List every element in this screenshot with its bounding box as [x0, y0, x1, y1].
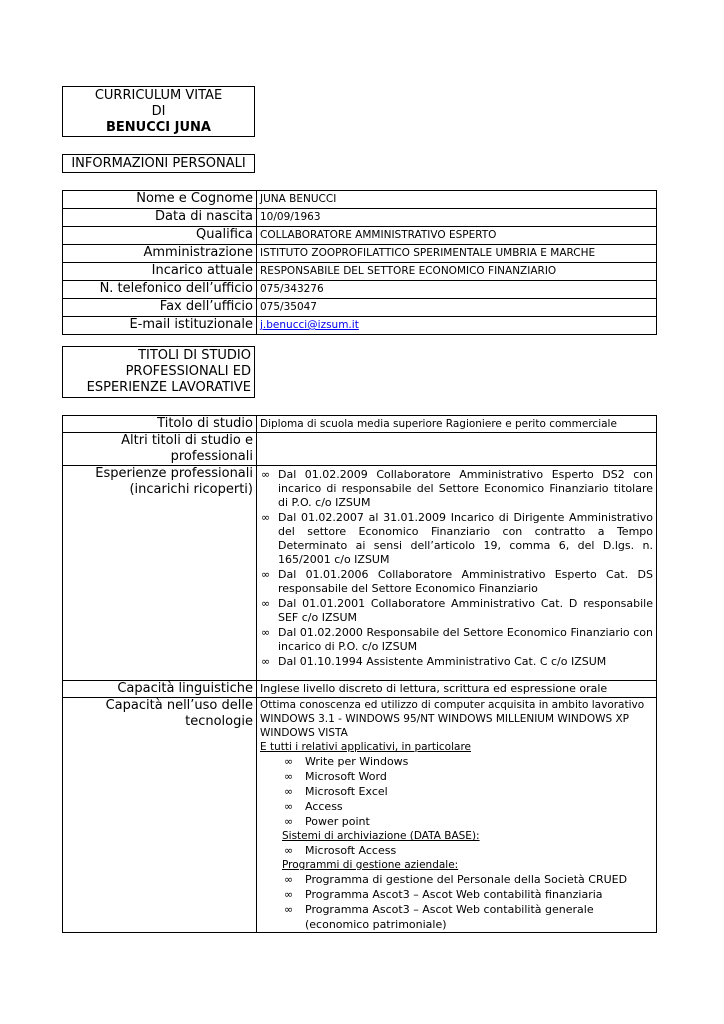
table-row — [63, 299, 657, 317]
row-value: COLLABORATORE AMMINISTRATIVO ESPERTO — [257, 227, 657, 245]
row-value: JUNA BENUCCI — [257, 191, 657, 209]
tech-os-line2: WINDOWS VISTA — [260, 727, 348, 739]
tech-apps-list — [260, 754, 653, 829]
table-row — [63, 263, 657, 281]
esperienze-list — [260, 468, 653, 669]
infinity-bullet-icon: ∞ — [284, 770, 294, 783]
tech-intro: Ottima conoscenza ed utilizzo di computer acquisita in ambito lavorativo — [260, 699, 645, 711]
list-item: ∞ Programma Ascot3 – Ascot Web contabilità generale (economico patrimoniale) — [284, 903, 594, 931]
row-label: Fax dell’ufficio — [63, 299, 257, 317]
table-row — [63, 416, 657, 433]
list-item: ∞ Microsoft Access — [284, 844, 397, 857]
table-row — [63, 245, 657, 263]
table-row — [63, 227, 657, 245]
esperienze-label: Esperienze professionali (incarichi ricoperti) — [63, 466, 257, 681]
row-label: Nome e Cognome — [63, 191, 257, 209]
row-value — [257, 317, 657, 335]
personal-info-heading: INFORMAZIONI PERSONALI — [62, 154, 255, 173]
email-link[interactable]: j.benucci@izsum.it — [260, 319, 359, 331]
row-label: Data di nascita — [63, 209, 257, 227]
table-row — [63, 466, 657, 681]
row-label: E-mail istituzionale — [63, 317, 257, 335]
list-item: ∞ Dal 01.10.1994 Assistente Amministrativo Cat. C c/o IZSUM — [261, 655, 607, 668]
cv-title-line2: DI — [151, 104, 166, 119]
infinity-bullet-icon: ∞ — [284, 815, 294, 828]
infinity-bullet-icon: ∞ — [261, 511, 271, 524]
row-value: ISTITUTO ZOOPROFILATTICO SPERIMENTALE UMBRIA E MARCHE — [257, 245, 657, 263]
tech-apps-heading: E tutti i relativi applicativi, in particolare — [260, 741, 471, 753]
cv-title-name: BENUCCI JUNA — [105, 120, 211, 135]
titolo-value: Diploma di scuola media superiore Ragioniere e perito commerciale — [257, 416, 657, 433]
table-row — [63, 433, 657, 466]
tech-os-line1: WINDOWS 3.1 - WINDOWS 95/NT WINDOWS MILLENIUM WINDOWS XP — [260, 713, 629, 725]
row-label: Qualifica — [63, 227, 257, 245]
table-row — [63, 698, 657, 933]
list-item: ∞ Programma di gestione del Personale della Società CRUED — [284, 873, 628, 886]
row-value: RESPONSABILE DEL SETTORE ECONOMICO FINANZIARIO — [257, 263, 657, 281]
studies-heading-line1: TITOLI DI STUDIO — [138, 348, 251, 363]
table-row — [63, 317, 657, 335]
table-row — [63, 209, 657, 227]
row-label: Incarico attuale — [63, 263, 257, 281]
cv-title-box — [62, 86, 255, 137]
table-row — [63, 681, 657, 698]
altri-titoli-label: Altri titoli di studio e professionali — [63, 433, 257, 466]
table-row — [63, 191, 657, 209]
infinity-bullet-icon: ∞ — [284, 873, 294, 886]
list-item: ∞ Dal 01.02.2009 Collaboratore Amministrativo Esperto DS2 con incarico di responsabile del Settore Economico Finanziario titolare di P.O. c/o IZSUM — [261, 468, 653, 509]
tech-value — [257, 698, 657, 933]
infinity-bullet-icon: ∞ — [261, 468, 271, 481]
tech-db-heading: Sistemi di archiviazione (DATA BASE): — [282, 830, 480, 842]
list-item: ∞ Dal 01.01.2001 Collaboratore Amministrativo Cat. D responsabile SEF c/o IZSUM — [261, 597, 653, 624]
tech-label: Capacità nell’uso delle tecnologie — [63, 698, 257, 933]
tech-db-list — [260, 843, 653, 858]
titolo-label: Titolo di studio — [63, 416, 257, 433]
list-item: ∞ Microsoft Word — [284, 770, 387, 783]
list-item: ∞ Access — [284, 800, 343, 813]
esperienze-value — [257, 466, 657, 681]
row-value: 075/35047 — [257, 299, 657, 317]
infinity-bullet-icon: ∞ — [284, 888, 294, 901]
infinity-bullet-icon: ∞ — [284, 844, 294, 857]
list-item: ∞ Write per Windows — [284, 755, 409, 768]
lingue-value: Inglese livello discreto di lettura, scrittura ed espressione orale — [257, 681, 657, 698]
row-label: N. telefonico dell’ufficio — [63, 281, 257, 299]
infinity-bullet-icon: ∞ — [284, 755, 294, 768]
list-item: ∞ Dal 01.02.2007 al 31.01.2009 Incarico di Dirigente Amministrativo del settore Economico Finanziario con contratto a Tempo Determinato ai sensi dell’articolo 19, comma 6, del D.lgs. n. 165/2001 c/o IZSUM — [261, 511, 653, 566]
lingue-label: Capacità linguistiche — [63, 681, 257, 698]
list-item: ∞ Dal 01.02.2000 Responsabile del Settore Economico Finanziario con incarico di P.O. c/o IZSUM — [261, 626, 653, 653]
studies-heading — [62, 346, 255, 398]
list-item: ∞ Microsoft Excel — [284, 785, 388, 798]
row-value: 075/343276 — [257, 281, 657, 299]
studies-heading-line3: ESPERIENZE LAVORATIVE — [86, 380, 251, 395]
personal-info-table — [62, 190, 657, 335]
tech-mgmt-heading: Programmi di gestione aziendale: — [282, 859, 459, 871]
list-item: ∞ Programma Ascot3 – Ascot Web contabilità finanziaria — [284, 888, 603, 901]
row-value: 10/09/1963 — [257, 209, 657, 227]
infinity-bullet-icon: ∞ — [261, 597, 271, 610]
infinity-bullet-icon: ∞ — [261, 568, 271, 581]
list-item: ∞ Power point — [284, 815, 370, 828]
row-label: Amministrazione — [63, 245, 257, 263]
infinity-bullet-icon: ∞ — [284, 903, 294, 916]
table-row — [63, 281, 657, 299]
infinity-bullet-icon: ∞ — [284, 785, 294, 798]
studies-table — [62, 415, 657, 933]
infinity-bullet-icon: ∞ — [284, 800, 294, 813]
infinity-bullet-icon: ∞ — [261, 626, 271, 639]
studies-heading-line2: PROFESSIONALI ED — [125, 364, 251, 379]
infinity-bullet-icon: ∞ — [261, 655, 271, 668]
altri-titoli-value — [257, 433, 657, 466]
cv-title-line1: CURRICULUM VITAE — [94, 88, 223, 103]
tech-mgmt-list — [260, 872, 653, 932]
list-item: ∞ Dal 01.01.2006 Collaboratore Amministrativo Esperto Cat. DS responsabile del Settore Economico Finanziario — [261, 568, 653, 595]
